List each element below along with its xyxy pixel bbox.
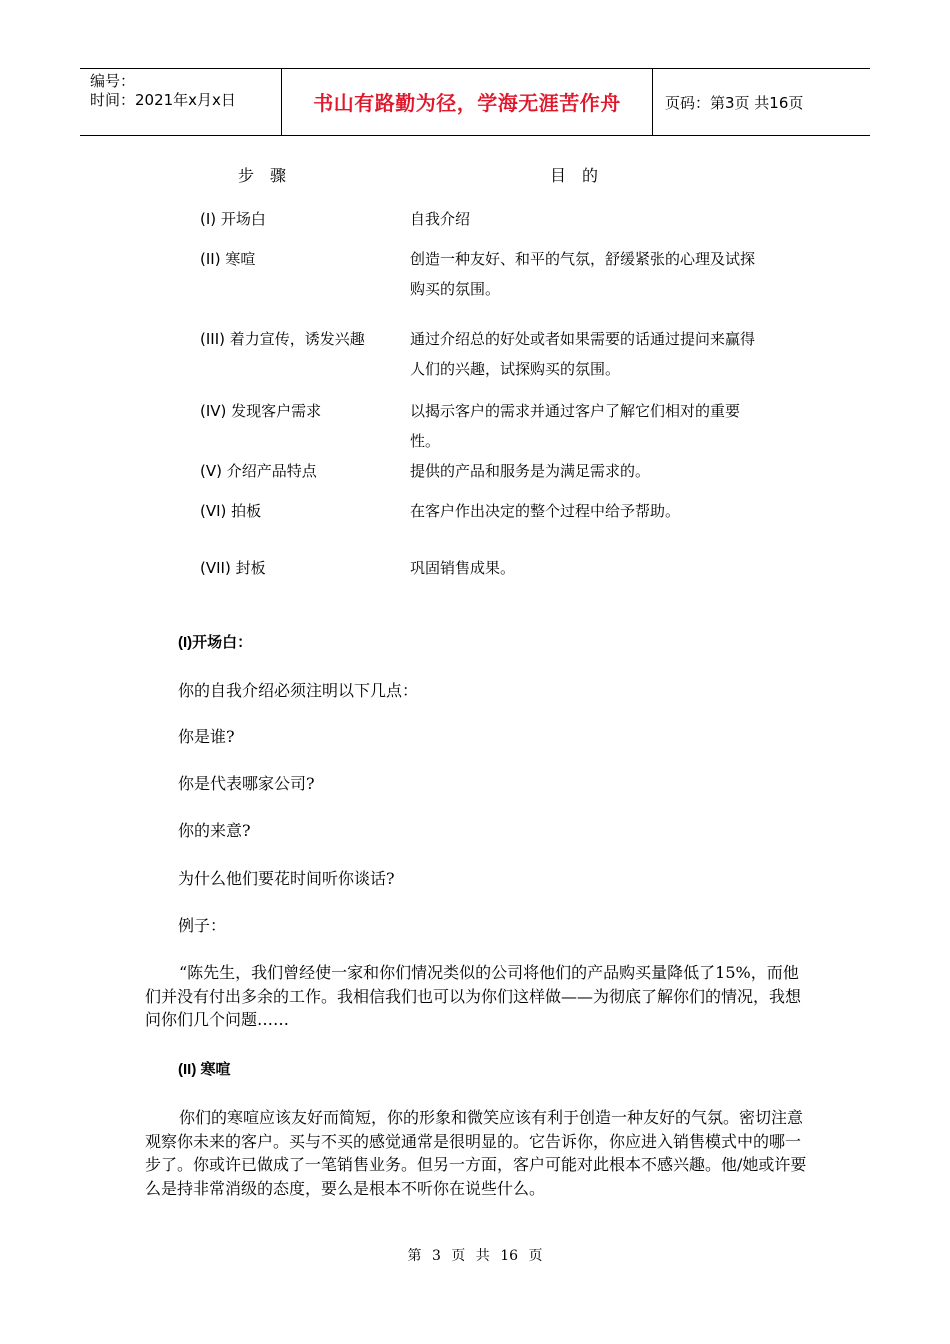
table-purpose-5: 提供的产品和服务是为满足需求的。 xyxy=(410,462,651,480)
table-step-5: (V) 介绍产品特点 xyxy=(200,462,317,480)
header-motto: 书山有路勤为径，学海无涯苦作舟 xyxy=(313,91,621,115)
header-bottom-rule xyxy=(80,135,870,136)
header-top-rule xyxy=(80,68,870,69)
section1-question-1: 你是谁? xyxy=(178,727,235,746)
header-page-label: 页码：第3页 共16页 xyxy=(665,94,804,112)
table-column-purpose: 目的 xyxy=(550,166,615,185)
section1-intro: 你的自我介绍必须注明以下几点： xyxy=(178,681,419,700)
table-step-6: (VI) 拍板 xyxy=(200,502,262,520)
header-number-label: 编号： xyxy=(90,72,136,90)
table-step-1: (I) 开场白 xyxy=(200,210,266,228)
section2-paragraph: 你们的寒喧应该友好而简短，你的形象和微笑应该有利于创造一种友好的气氛。密切注意观察你未来的客户。买与不买的感觉通常是很明显的。它告诉你，你应进入销售模式中的哪一步了。你或许已做成了一笔销售业务。但另一方面，客户可能对此根本不感兴趣。他/她或许要么是持非常消级的态度，要么是根本不听你在说些什么。 xyxy=(145,1108,807,1199)
section-title-opening: (I)开场白： xyxy=(178,634,253,651)
section1-question-2: 你是代表哪家公司? xyxy=(178,774,315,793)
section1-example-paragraph: “陈先生，我们曾经使一家和你们情况类似的公司将他们的产品购买量降低了15%，而他们并没有付出多余的工作。我相信我们也可以为你们这样做——为彻底了解你们的情况，我想问你们几个问题…… xyxy=(145,963,802,1030)
table-step-3: (III) 着力宣传，诱发兴趣 xyxy=(200,330,365,348)
table-purpose-7: 巩固销售成果。 xyxy=(410,559,516,577)
section-title-greeting: (II) 寒喧 xyxy=(178,1061,231,1078)
page-footer: 第 3 页 共 16 页 xyxy=(407,1248,543,1264)
table-column-step: 步骤 xyxy=(238,166,303,185)
section1-example-label: 例子： xyxy=(178,916,227,935)
table-purpose-2: 创造一种友好、和平的气氛，舒缓紧张的心理及试探购买的氛围。 xyxy=(410,250,756,298)
header-divider-right xyxy=(652,68,653,136)
table-purpose-6: 在客户作出决定的整个过程中给予帮助。 xyxy=(410,502,681,520)
table-step-7: (VII) 封板 xyxy=(200,559,266,577)
table-purpose-4: 以揭示客户的需求并通过客户了解它们相对的重要性。 xyxy=(410,402,741,450)
header-time-label: 时间：2021年x月x日 xyxy=(90,91,236,109)
table-step-2: (II) 寒喧 xyxy=(200,250,256,268)
table-purpose-3: 通过介绍总的好处或者如果需要的话通过提问来赢得人们的兴趣，试探购买的氛围。 xyxy=(410,330,756,378)
table-step-4: (IV) 发现客户需求 xyxy=(200,402,322,420)
section1-question-3: 你的来意? xyxy=(178,821,251,840)
table-purpose-1: 自我介绍 xyxy=(410,210,471,228)
section1-question-4: 为什么他们要花时间听你谈话? xyxy=(178,869,395,888)
